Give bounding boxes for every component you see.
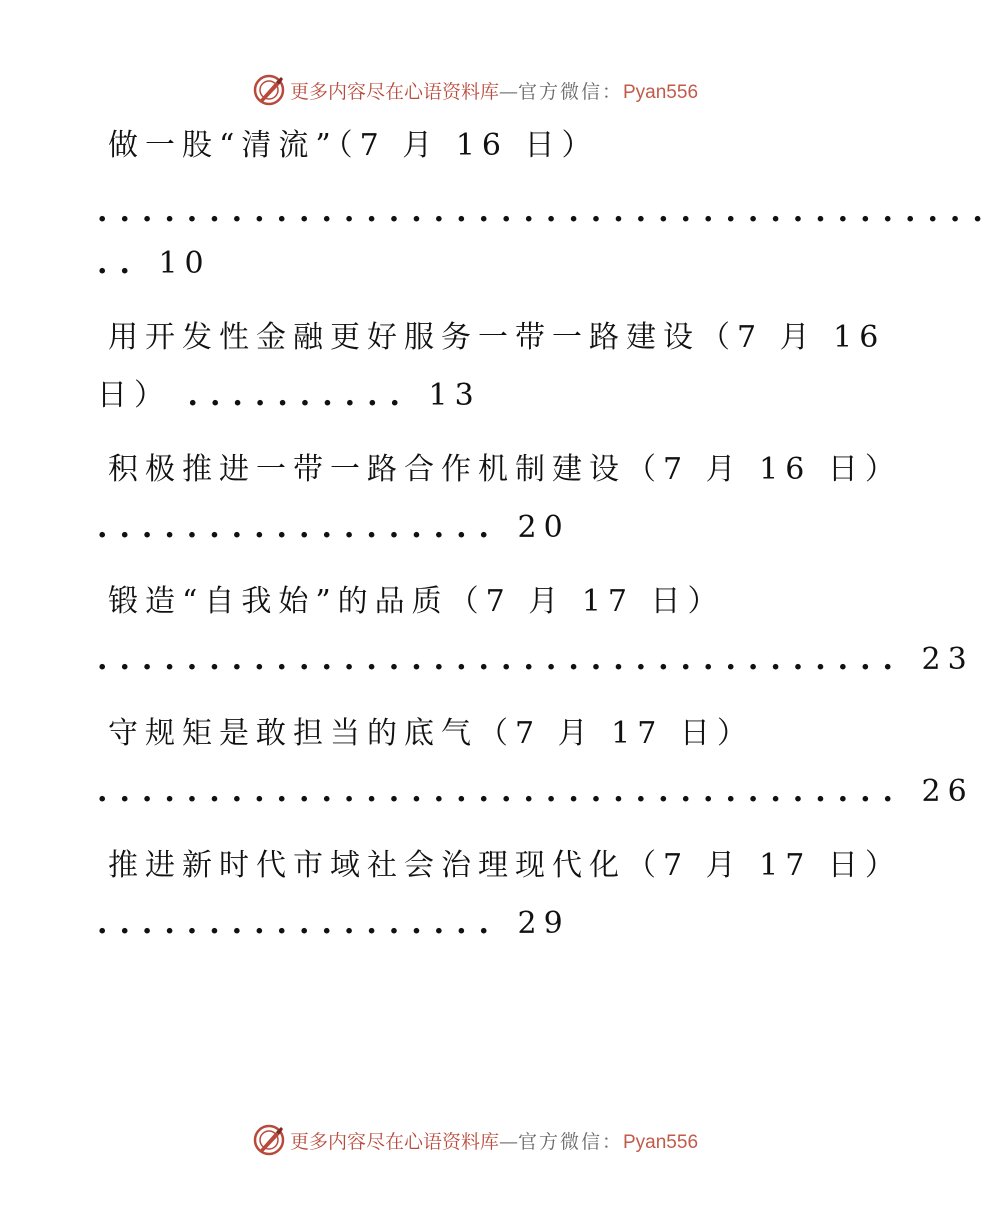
toc-entry-2-page: 13	[428, 378, 481, 413]
toc-entry-1-leader: ........................................	[97, 194, 995, 229]
toc-entry-3-title[interactable]: 积极推进一带一路合作机制建设（7 月 16 日）	[108, 452, 902, 487]
toc-entry-4-page: 23	[921, 642, 974, 677]
footer-banner	[0, 1120, 950, 1160]
toc-entry-3-page-line: .................. 20	[97, 510, 570, 545]
toc-entry-2-page-line: 日） .......... 13	[97, 378, 481, 413]
toc-entry-6-title[interactable]: 推进新时代市域社会治理现代化（7 月 17 日）	[108, 848, 902, 883]
toc-entry-6-page-line: .................. 29	[97, 906, 570, 941]
toc-entry-5-page: 26	[921, 774, 974, 809]
toc-entry-5-title[interactable]: 守规矩是敢担当的底气（7 月 17 日）	[108, 716, 754, 751]
toc-entry-2-title[interactable]: 用开发性金融更好服务一带一路建设（7 月 16	[108, 320, 886, 355]
pen-logo-icon	[252, 1123, 286, 1157]
toc-entry-3-page: 20	[517, 510, 570, 545]
toc-entry-6-page: 29	[517, 906, 570, 941]
toc-entry-1-title[interactable]: 做一股“清流”（7 月 16 日）	[108, 128, 599, 163]
toc-entry-5-page-line: .................................... 26	[97, 774, 974, 809]
toc-entry-4-title[interactable]: 锻造“自我始”的品质（7 月 17 日）	[108, 584, 725, 619]
toc-entry-1-page-line: .. 10	[97, 246, 211, 281]
header-banner	[0, 70, 950, 110]
toc-entry-4-page-line: .................................... 23	[97, 642, 974, 677]
banner-text: 更多内容尽在心语资料库—官方微信：Pyan556	[289, 80, 699, 103]
banner-text: 更多内容尽在心语资料库—官方微信：Pyan556	[289, 1130, 699, 1153]
pen-logo-icon	[252, 73, 286, 107]
toc-entry-1-page: 10	[158, 246, 211, 281]
